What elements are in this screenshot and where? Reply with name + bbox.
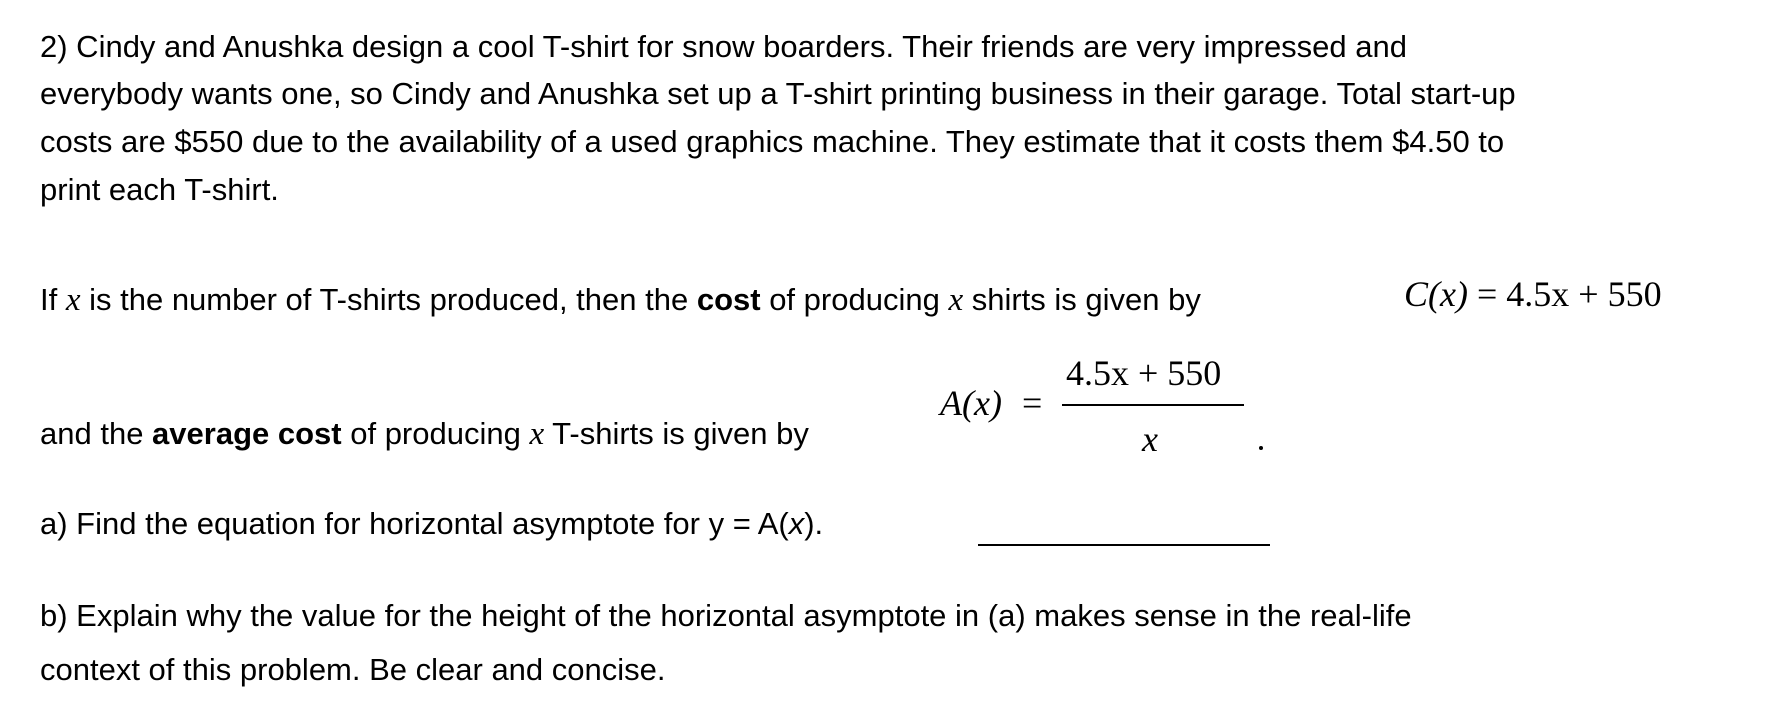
- avg-sentence: [40, 416, 809, 452]
- cost-post: shirts is given by: [963, 282, 1201, 317]
- intro-line-3: costs are $550 due to the availability of a used graphics machine. They estimate that it costs them $4.50 to: [40, 124, 1505, 159]
- cost-formula-rhs: 4.5x + 550: [1506, 274, 1662, 314]
- period-dot: [1259, 446, 1263, 450]
- avg-formula-numerator: 4.5x + 550: [1066, 353, 1222, 393]
- cost-sentence: [40, 282, 1201, 318]
- intro-line-1: 2) Cindy and Anushka design a cool T-shirt for snow boarders. Their friends are very impressed and: [40, 29, 1407, 64]
- avg-bold: average cost: [152, 416, 342, 451]
- cost-bold: cost: [696, 282, 761, 317]
- cost-mid1: is the number of T-shirts produced, then the: [80, 282, 697, 317]
- part-b-line-2: context of this problem. Be clear and concise.: [40, 652, 666, 687]
- avg-formula-denominator: x: [1142, 419, 1158, 459]
- cost-formula: [1404, 273, 1662, 315]
- intro-line-2: everybody wants one, so Cindy and Anushka set up a T-shirt printing business in their garage. Total start-up: [40, 76, 1516, 111]
- avg-mid: of producing: [341, 416, 530, 451]
- part-a-text: a) Find the equation for horizontal asymptote for y = A(: [40, 506, 789, 541]
- answer-blank-line[interactable]: [978, 544, 1270, 546]
- cost-mid2: of producing: [760, 282, 949, 317]
- cost-formula-lhs: C(x): [1404, 274, 1468, 314]
- cost-var-x-1: x: [65, 282, 81, 318]
- cost-formula-equals: =: [1467, 274, 1507, 314]
- part-b-line-1: b) Explain why the value for the height of the horizontal asymptote in (a) makes sense in the real-life: [40, 598, 1412, 633]
- part-a-var: x: [788, 506, 805, 541]
- part-a: [40, 506, 823, 542]
- cost-pre: If: [40, 282, 66, 317]
- cost-var-x-2: x: [948, 282, 964, 318]
- part-a-end: ).: [804, 506, 824, 541]
- avg-post: T-shirts is given by: [544, 416, 809, 451]
- avg-formula-lhs: A(x): [940, 383, 1002, 423]
- avg-formula-equals: =: [1022, 383, 1043, 423]
- avg-var-x: x: [529, 416, 545, 452]
- avg-pre: and the: [40, 416, 153, 451]
- fraction-bar: [1062, 404, 1244, 406]
- intro-line-4: print each T-shirt.: [40, 172, 279, 207]
